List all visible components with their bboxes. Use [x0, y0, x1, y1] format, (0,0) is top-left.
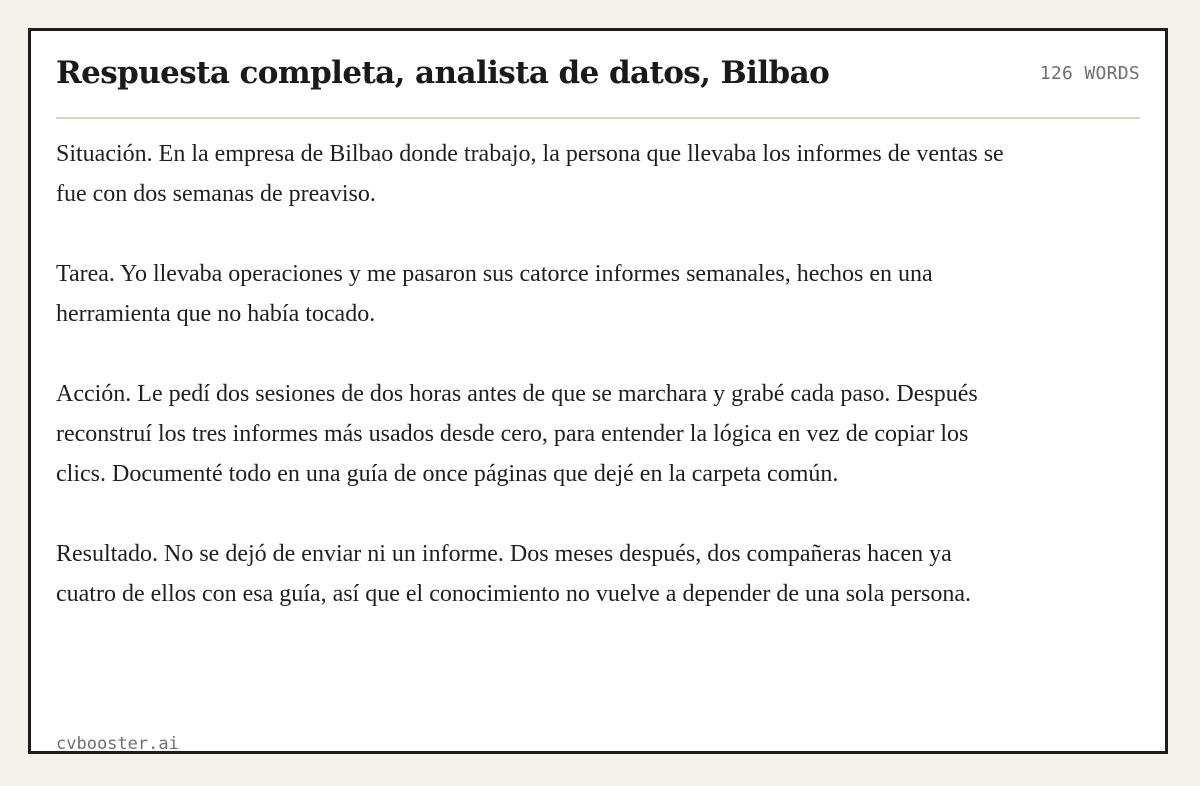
paragraph-action: Acción. Le pedí dos sesiones de dos horas antes de que se marchara y grabé cada paso. Después reconstruí los tres informes más usados desde cero, para entender la lógica en vez de copiar los clics. Documenté todo en una guía de once páginas que dejé en la carpeta común.	[56, 381, 978, 487]
page-title: Respuesta completa, analista de datos, Bilbao	[56, 55, 830, 91]
paragraph-task: Tarea. Yo llevaba operaciones y me pasaron sus catorce informes semanales, hechos en una herramienta que no había tocado.	[56, 261, 933, 327]
card-header	[56, 31, 1140, 119]
word-count-badge: 126 WORDS	[1039, 63, 1140, 84]
brand-footer: cvbooster.ai	[56, 734, 179, 754]
paragraph-result: Resultado. No se dejó de enviar ni un informe. Dos meses después, dos compañeras hacen ya cuatro de ellos con esa guía, así que el conocimiento no vuelve a depender de una sola persona.	[56, 541, 971, 607]
answer-card	[28, 28, 1168, 754]
paragraph-situation: Situación. En la empresa de Bilbao donde trabajo, la persona que llevaba los informes de ventas se fue con dos semanas de preaviso.	[56, 141, 1004, 207]
answer-body	[56, 134, 1016, 614]
